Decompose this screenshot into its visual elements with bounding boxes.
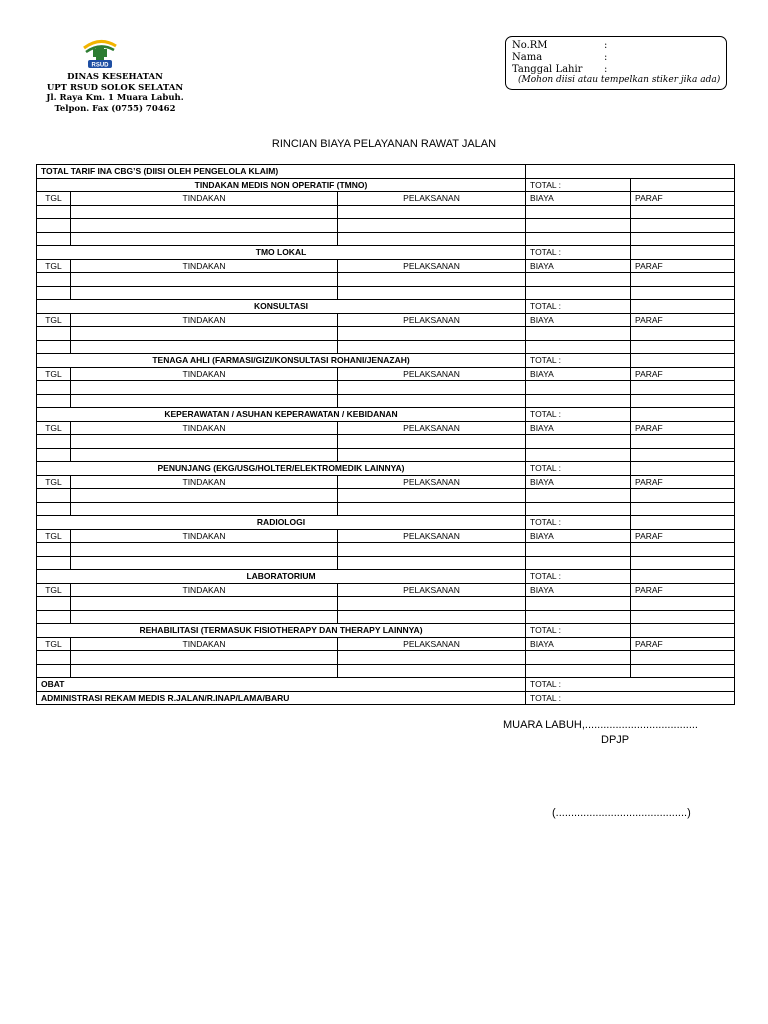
signature-role: DPJP — [601, 734, 630, 746]
section-header-row — [37, 300, 735, 314]
tgl-cell[interactable] — [37, 273, 71, 287]
footer-total-label[interactable]: TOTAL : — [526, 691, 735, 705]
pelaksanan-cell[interactable] — [338, 435, 526, 449]
section-total-extra[interactable] — [631, 178, 735, 192]
col-biaya: BIAYA — [526, 475, 631, 489]
tgl-cell[interactable] — [37, 286, 71, 300]
section-total-extra[interactable] — [631, 300, 735, 314]
pelaksanan-cell[interactable] — [338, 597, 526, 611]
section-header-row — [37, 178, 735, 192]
org-phone: Telpon. Fax (0755) 70462 — [54, 103, 176, 114]
tindakan-cell[interactable] — [71, 286, 338, 300]
section-header-row — [37, 570, 735, 584]
col-biaya: BIAYA — [526, 367, 631, 381]
col-paraf: PARAF — [631, 475, 735, 489]
section-title: RADIOLOGI — [37, 516, 526, 530]
pelaksanan-cell[interactable] — [338, 556, 526, 570]
col-tindakan: TINDAKAN — [71, 259, 338, 273]
col-biaya: BIAYA — [526, 529, 631, 543]
paraf-cell[interactable] — [631, 205, 735, 219]
paraf-cell[interactable] — [631, 610, 735, 624]
biaya-cell[interactable] — [526, 273, 631, 287]
col-paraf: PARAF — [631, 192, 735, 206]
tgl-cell[interactable] — [37, 394, 71, 408]
table-row — [37, 651, 735, 665]
tgl-cell[interactable] — [37, 435, 71, 449]
table-row — [37, 340, 735, 354]
patient-name-field[interactable]: Nama : — [512, 51, 608, 63]
col-tgl: TGL — [37, 583, 71, 597]
tindakan-cell[interactable] — [71, 489, 338, 503]
tindakan-cell[interactable] — [71, 273, 338, 287]
tindakan-cell[interactable] — [71, 394, 338, 408]
biaya-cell[interactable] — [526, 394, 631, 408]
paraf-cell[interactable] — [631, 651, 735, 665]
col-pelaksanan: PELAKSANAN — [338, 192, 526, 206]
column-header-row — [37, 475, 735, 489]
section-total-label[interactable]: TOTAL : — [526, 178, 631, 192]
col-tindakan: TINDAKAN — [71, 192, 338, 206]
org-line: DINAS KESEHATAN — [67, 72, 163, 82]
col-paraf: PARAF — [631, 313, 735, 327]
pelaksanan-cell[interactable] — [338, 219, 526, 233]
biaya-cell[interactable] — [526, 556, 631, 570]
col-paraf: PARAF — [631, 637, 735, 651]
pelaksanan-cell[interactable] — [338, 273, 526, 287]
col-paraf: PARAF — [631, 529, 735, 543]
table-row — [37, 205, 735, 219]
section-total-extra[interactable] — [631, 408, 735, 422]
paraf-cell[interactable] — [631, 502, 735, 516]
tindakan-cell[interactable] — [71, 664, 338, 678]
section-total-extra[interactable] — [631, 570, 735, 584]
table-row — [37, 381, 735, 395]
rsud-logo-icon — [80, 34, 120, 70]
column-header-row — [37, 529, 735, 543]
col-pelaksanan: PELAKSANAN — [338, 475, 526, 489]
section-title: TINDAKAN MEDIS NON OPERATIF (TMNO) — [37, 178, 526, 192]
col-tindakan: TINDAKAN — [71, 475, 338, 489]
col-tgl: TGL — [37, 529, 71, 543]
table-row — [37, 543, 735, 557]
paraf-cell[interactable] — [631, 232, 735, 246]
paraf-cell[interactable] — [631, 664, 735, 678]
tgl-cell[interactable] — [37, 556, 71, 570]
pelaksanan-cell[interactable] — [338, 664, 526, 678]
tgl-cell[interactable] — [37, 543, 71, 557]
section-total-label[interactable]: TOTAL : — [526, 408, 631, 422]
tgl-cell[interactable] — [37, 232, 71, 246]
col-tgl: TGL — [37, 192, 71, 206]
col-pelaksanan: PELAKSANAN — [338, 637, 526, 651]
col-biaya: BIAYA — [526, 421, 631, 435]
pelaksanan-cell[interactable] — [338, 651, 526, 665]
col-tindakan: TINDAKAN — [71, 421, 338, 435]
tindakan-cell[interactable] — [71, 556, 338, 570]
patient-identity-box — [505, 36, 727, 90]
col-biaya: BIAYA — [526, 583, 631, 597]
table-row — [37, 219, 735, 233]
section-total-extra[interactable] — [631, 246, 735, 260]
column-header-row — [37, 313, 735, 327]
col-biaya: BIAYA — [526, 313, 631, 327]
section-header-row — [37, 354, 735, 368]
section-total-extra[interactable] — [631, 516, 735, 530]
table-row — [37, 286, 735, 300]
footer-label: ADMINISTRASI REKAM MEDIS R.JALAN/R.INAP/LAMA/BARU — [37, 691, 526, 705]
section-title: PENUNJANG (EKG/USG/HOLTER/ELEKTROMEDIK LAINNYA) — [37, 462, 526, 476]
tgl-cell[interactable] — [37, 664, 71, 678]
section-title: REHABILITASI (TERMASUK FISIOTHERAPY DAN THERAPY LAINNYA) — [37, 624, 526, 638]
paraf-cell[interactable] — [631, 286, 735, 300]
table-row — [37, 448, 735, 462]
billing-table — [36, 164, 735, 705]
paraf-cell[interactable] — [631, 327, 735, 341]
column-header-row — [37, 583, 735, 597]
sticker-note: (Mohon diisi atau tempelkan stiker jika ada) — [518, 75, 721, 86]
biaya-cell[interactable] — [526, 286, 631, 300]
biaya-cell[interactable] — [526, 448, 631, 462]
signature-place-date[interactable]: MUARA LABUH,..................................... — [503, 719, 698, 731]
col-paraf: PARAF — [631, 367, 735, 381]
table-row — [37, 664, 735, 678]
pelaksanan-cell[interactable] — [338, 543, 526, 557]
section-title: TMO LOKAL — [37, 246, 526, 260]
col-tindakan: TINDAKAN — [71, 313, 338, 327]
col-tindakan: TINDAKAN — [71, 529, 338, 543]
col-pelaksanan: PELAKSANAN — [338, 529, 526, 543]
biaya-cell[interactable] — [526, 340, 631, 354]
table-row — [37, 556, 735, 570]
tindakan-cell[interactable] — [71, 448, 338, 462]
col-paraf: PARAF — [631, 259, 735, 273]
section-total-extra[interactable] — [631, 624, 735, 638]
biaya-cell[interactable] — [526, 219, 631, 233]
col-tgl: TGL — [37, 421, 71, 435]
column-header-row — [37, 259, 735, 273]
tgl-cell[interactable] — [37, 610, 71, 624]
section-total-label[interactable]: TOTAL : — [526, 354, 631, 368]
section-title: KEPERAWATAN / ASUHAN KEPERAWATAN / KEBIDANAN — [37, 408, 526, 422]
paraf-cell[interactable] — [631, 394, 735, 408]
page-title: RINCIAN BIAYA PELAYANAN RAWAT JALAN — [271, 138, 497, 150]
col-tindakan: TINDAKAN — [71, 583, 338, 597]
table-row — [37, 232, 735, 246]
paraf-cell[interactable] — [631, 381, 735, 395]
col-pelaksanan: PELAKSANAN — [338, 313, 526, 327]
paraf-cell[interactable] — [631, 273, 735, 287]
pelaksanan-cell[interactable] — [338, 327, 526, 341]
logo-text: RSUD — [91, 62, 109, 69]
table-row — [37, 327, 735, 341]
pelaksanan-cell[interactable] — [338, 286, 526, 300]
tgl-cell[interactable] — [37, 597, 71, 611]
pelaksanan-cell[interactable] — [338, 610, 526, 624]
tindakan-cell[interactable] — [71, 435, 338, 449]
paraf-cell[interactable] — [631, 556, 735, 570]
tgl-cell[interactable] — [37, 219, 71, 233]
pelaksanan-cell[interactable] — [338, 340, 526, 354]
pelaksanan-cell[interactable] — [338, 205, 526, 219]
tgl-cell[interactable] — [37, 448, 71, 462]
pelaksanan-cell[interactable] — [338, 394, 526, 408]
paraf-cell[interactable] — [631, 448, 735, 462]
footer-total-label[interactable]: TOTAL : — [526, 678, 735, 692]
col-tgl: TGL — [37, 637, 71, 651]
col-paraf: PARAF — [631, 421, 735, 435]
col-pelaksanan: PELAKSANAN — [338, 367, 526, 381]
section-total-extra[interactable] — [631, 462, 735, 476]
tindakan-cell[interactable] — [71, 327, 338, 341]
cbg-total-label: TOTAL TARIF INA CBG’S (DIISI OLEH PENGELOLA KLAIM) — [37, 165, 526, 179]
paraf-cell[interactable] — [631, 219, 735, 233]
table-row — [37, 435, 735, 449]
pelaksanan-cell[interactable] — [338, 232, 526, 246]
tgl-cell[interactable] — [37, 327, 71, 341]
biaya-cell[interactable] — [526, 327, 631, 341]
col-pelaksanan: PELAKSANAN — [338, 259, 526, 273]
column-header-row — [37, 367, 735, 381]
tgl-cell[interactable] — [37, 340, 71, 354]
tindakan-cell[interactable] — [71, 610, 338, 624]
tindakan-cell[interactable] — [71, 651, 338, 665]
patient-rm-field[interactable]: No.RM : — [512, 40, 608, 51]
col-paraf: PARAF — [631, 583, 735, 597]
column-header-row — [37, 637, 735, 651]
tgl-cell[interactable] — [37, 489, 71, 503]
section-total-label[interactable]: TOTAL : — [526, 570, 631, 584]
section-total-label[interactable]: TOTAL : — [526, 246, 631, 260]
pelaksanan-cell[interactable] — [338, 448, 526, 462]
paraf-cell[interactable] — [631, 489, 735, 503]
pelaksanan-cell[interactable] — [338, 502, 526, 516]
biaya-cell[interactable] — [526, 205, 631, 219]
section-title: LABORATORIUM — [37, 570, 526, 584]
org-address: Jl. Raya Km. 1 Muara Labuh. — [46, 93, 184, 103]
patient-dob-field[interactable]: Tanggal Lahir : — [512, 63, 608, 75]
organization-header — [40, 72, 190, 114]
col-biaya: BIAYA — [526, 192, 631, 206]
section-total-label[interactable]: TOTAL : — [526, 624, 631, 638]
footer-row — [37, 691, 735, 705]
biaya-cell[interactable] — [526, 610, 631, 624]
section-total-extra[interactable] — [631, 354, 735, 368]
cbg-total-value[interactable] — [526, 165, 735, 179]
section-header-row — [37, 408, 735, 422]
tindakan-cell[interactable] — [71, 219, 338, 233]
tindakan-cell[interactable] — [71, 340, 338, 354]
tindakan-cell[interactable] — [71, 205, 338, 219]
paraf-cell[interactable] — [631, 597, 735, 611]
biaya-cell[interactable] — [526, 651, 631, 665]
biaya-cell[interactable] — [526, 489, 631, 503]
col-tgl: TGL — [37, 475, 71, 489]
biaya-cell[interactable] — [526, 543, 631, 557]
footer-label: OBAT — [37, 678, 526, 692]
col-pelaksanan: PELAKSANAN — [338, 421, 526, 435]
col-tgl: TGL — [37, 367, 71, 381]
col-pelaksanan: PELAKSANAN — [338, 583, 526, 597]
tindakan-cell[interactable] — [71, 543, 338, 557]
column-header-row — [37, 421, 735, 435]
pelaksanan-cell[interactable] — [338, 489, 526, 503]
section-total-label[interactable]: TOTAL : — [526, 516, 631, 530]
biaya-cell[interactable] — [526, 435, 631, 449]
section-header-row — [37, 624, 735, 638]
table-row — [37, 273, 735, 287]
section-title: TENAGA AHLI (FARMASI/GIZI/KONSULTASI ROHANI/JENAZAH) — [37, 354, 526, 368]
footer-row — [37, 678, 735, 692]
section-header-row — [37, 246, 735, 260]
table-row — [37, 394, 735, 408]
column-header-row — [37, 192, 735, 206]
section-header-row — [37, 516, 735, 530]
tindakan-cell[interactable] — [71, 502, 338, 516]
section-total-label[interactable]: TOTAL : — [526, 300, 631, 314]
col-tindakan: TINDAKAN — [71, 367, 338, 381]
tgl-cell[interactable] — [37, 205, 71, 219]
tindakan-cell[interactable] — [71, 232, 338, 246]
col-tgl: TGL — [37, 259, 71, 273]
col-biaya: BIAYA — [526, 637, 631, 651]
section-header-row — [37, 462, 735, 476]
table-row — [37, 610, 735, 624]
table-row — [37, 502, 735, 516]
paraf-cell[interactable] — [631, 543, 735, 557]
pelaksanan-cell[interactable] — [338, 381, 526, 395]
tgl-cell[interactable] — [37, 502, 71, 516]
section-title: KONSULTASI — [37, 300, 526, 314]
tgl-cell[interactable] — [37, 381, 71, 395]
signature-name-line[interactable]: (...........................................) — [552, 807, 691, 819]
tindakan-cell[interactable] — [71, 381, 338, 395]
biaya-cell[interactable] — [526, 664, 631, 678]
table-row — [37, 597, 735, 611]
biaya-cell[interactable] — [526, 597, 631, 611]
biaya-cell[interactable] — [526, 381, 631, 395]
paraf-cell[interactable] — [631, 435, 735, 449]
col-tindakan: TINDAKAN — [71, 637, 338, 651]
biaya-cell[interactable] — [526, 232, 631, 246]
biaya-cell[interactable] — [526, 502, 631, 516]
col-biaya: BIAYA — [526, 259, 631, 273]
org-line: UPT RSUD SOLOK SELATAN — [46, 82, 184, 93]
tindakan-cell[interactable] — [71, 597, 338, 611]
tgl-cell[interactable] — [37, 651, 71, 665]
paraf-cell[interactable] — [631, 340, 735, 354]
table-row — [37, 489, 735, 503]
section-total-label[interactable]: TOTAL : — [526, 462, 631, 476]
top-row — [37, 165, 735, 179]
col-tgl: TGL — [37, 313, 71, 327]
